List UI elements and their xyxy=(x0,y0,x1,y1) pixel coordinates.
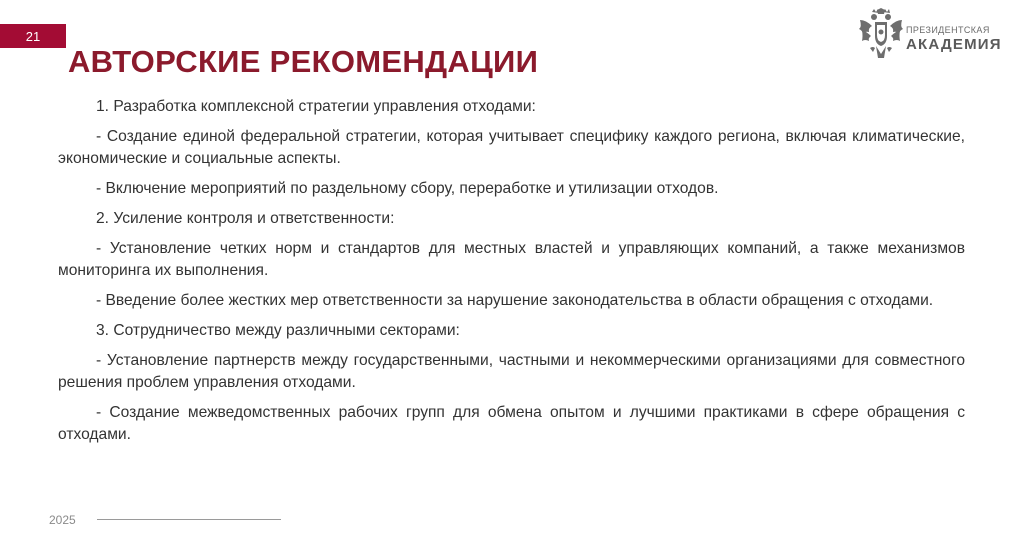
slide-number: 21 xyxy=(25,28,41,44)
logo-text-line1: ПРЕЗИДЕНТСКАЯ xyxy=(906,25,990,35)
footer-divider xyxy=(97,519,281,520)
recommendation-heading-2: 2. Усиление контроля и ответственности: xyxy=(96,210,395,227)
recommendation-item: - Включение мероприятий по раздельному сбору, переработке и утилизации отходов. xyxy=(96,180,719,197)
double-headed-eagle-emblem-icon xyxy=(858,8,904,64)
recommendation-heading-3: 3. Сотрудничество между различными секторами: xyxy=(96,322,460,339)
logo-text-line2: АКАДЕМИЯ xyxy=(906,36,1002,53)
recommendation-item: - Установление партнерств между государственными, частными и некоммерческими организациями для совместного решения проблем управления отходами. xyxy=(58,352,965,391)
recommendation-item: - Введение более жестких мер ответственности за нарушение законодательства в области обращения с отходами. xyxy=(96,292,934,309)
recommendation-item: - Создание единой федеральной стратегии, которая учитывает специфику каждого региона, включая климатические, экономические и социальные аспекты. xyxy=(58,128,965,167)
slide-title: АВТОРСКИЕ РЕКОМЕНДАЦИИ xyxy=(68,44,539,79)
recommendation-item: - Создание межведомственных рабочих групп для обмена опытом и лучшими практиками в сфере обращения с отходами. xyxy=(58,404,965,443)
academy-logo xyxy=(858,8,1002,68)
recommendation-heading-1: 1. Разработка комплексной стратегии управления отходами: xyxy=(96,98,536,115)
slide-number-badge xyxy=(0,24,66,48)
recommendations-body xyxy=(58,96,965,446)
recommendation-item: - Установление четких норм и стандартов для местных властей и управляющих компаний, а также механизмов мониторинга их выполнения. xyxy=(58,240,965,279)
footer-year: 2025 xyxy=(49,513,76,527)
